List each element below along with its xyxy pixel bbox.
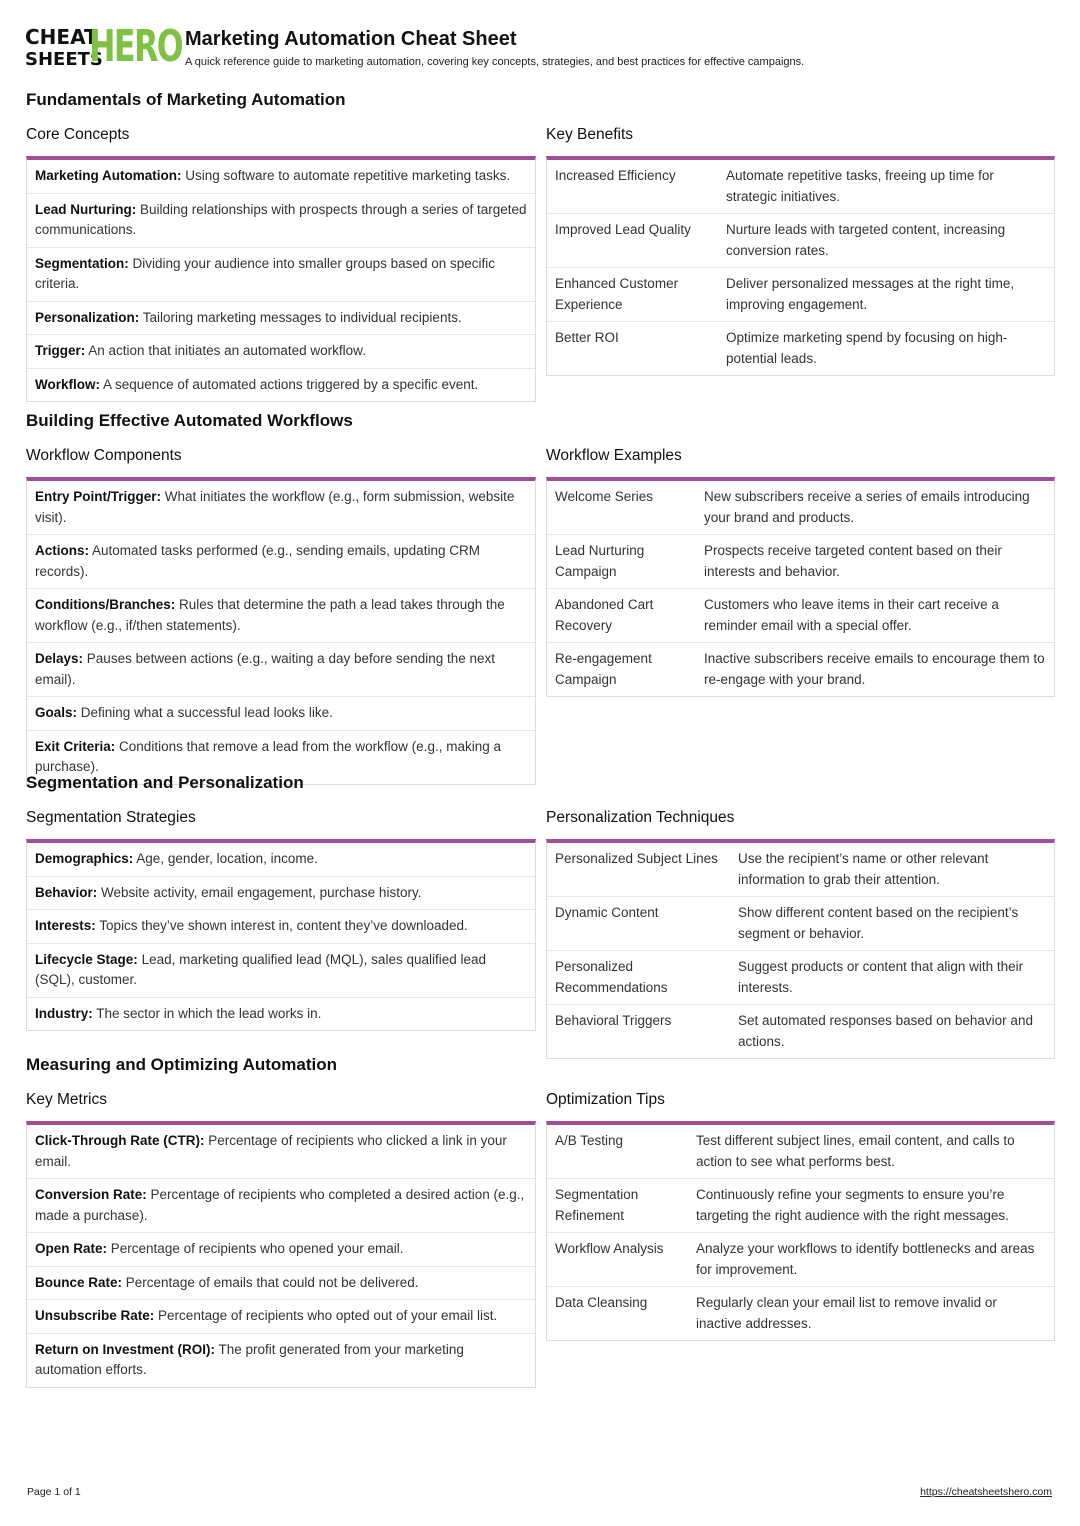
table-row: Welcome Series New subscribers receive a series of emails introducing your brand and products. (547, 481, 1054, 535)
table-row: Dynamic Content Show different content based on the recipient’s segment or behavior. (547, 897, 1054, 951)
table-row: Workflow Analysis Analyze your workflows to identify bottlenecks and areas for improvement. (547, 1233, 1054, 1287)
table-row: Re-engagement Campaign Inactive subscribers receive emails to encourage them to re-engage with your brand. (555, 651, 1045, 687)
table-row: Segmentation Refinement Continuously refine your segments to ensure you’re targeting the right audience with the right messages. (547, 1179, 1054, 1233)
workflow-examples-card (546, 477, 1055, 697)
card-title-personalization-techniques: Personalization Techniques (546, 809, 735, 826)
section-title-fundamentals: Fundamentals of Marketing Automation (26, 90, 346, 109)
list-item: Bounce Rate: Percentage of emails that could not be delivered. (27, 1267, 535, 1301)
key-metrics-card (26, 1121, 536, 1388)
logo-cheat-text: CHEAT (25, 25, 98, 49)
table-row: Enhanced Customer Experience Deliver personalized messages at the right time, improving engagement. (547, 268, 1054, 322)
list-item: Entry Point/Trigger: What initiates the workflow (e.g., form submission, website visit). (27, 481, 535, 535)
card-title-workflow-components: Workflow Components (26, 447, 182, 464)
list-item: Trigger: An action that initiates an automated workflow. (27, 335, 535, 369)
list-item: Industry: The sector in which the lead works in. (35, 1005, 322, 1021)
key-benefits-card (546, 156, 1055, 376)
list-item: Demographics: Age, gender, location, income. (27, 843, 535, 877)
table-row: Personalized Recommendations Suggest products or content that align with their interests. (547, 951, 1054, 1005)
workflow-components-card (26, 477, 536, 785)
page-subtitle: A quick reference guide to marketing automation, covering key concepts, strategies, and best practices for effective campaigns. (185, 56, 805, 68)
table-row: Data Cleansing Regularly clean your email list to remove invalid or inactive addresses. (555, 1295, 997, 1331)
footer-link[interactable]: https://cheatsheetshero.com (920, 1486, 1052, 1498)
personalization-techniques-card (546, 839, 1055, 1059)
card-title-workflow-examples: Workflow Examples (546, 447, 682, 464)
segmentation-strategies-card (26, 839, 536, 1031)
card-title-core-concepts: Core Concepts (26, 126, 130, 143)
list-item: Lifecycle Stage: Lead, marketing qualified lead (MQL), sales qualified lead (SQL), customer. (27, 944, 535, 998)
table-row: Behavioral Triggers Set automated responses based on behavior and actions. (555, 1013, 1033, 1049)
list-item: Personalization: Tailoring marketing messages to individual recipients. (27, 302, 535, 336)
header (25, 21, 1065, 76)
list-item: Interests: Topics they’ve shown interest in, content they’ve downloaded. (27, 910, 535, 944)
card-title-key-metrics: Key Metrics (26, 1091, 107, 1108)
list-item: Exit Criteria: Conditions that remove a lead from the workflow (e.g., making a purchase). (35, 738, 501, 774)
list-item: Delays: Pauses between actions (e.g., waiting a day before sending the next email). (27, 643, 535, 697)
table-row: Personalized Subject Lines Use the recipient’s name or other relevant information to grab their attention. (547, 843, 1054, 897)
section-title-segmentation: Segmentation and Personalization (26, 773, 304, 792)
page-title: Marketing Automation Cheat Sheet (185, 28, 517, 50)
core-concepts-card (26, 156, 536, 402)
card-title-key-benefits: Key Benefits (546, 126, 634, 143)
list-item: Return on Investment (ROI): The profit generated from your marketing automation efforts. (35, 1341, 464, 1377)
section-title-measuring: Measuring and Optimizing Automation (26, 1055, 338, 1074)
list-item: Workflow: A sequence of automated actions triggered by a specific event. (35, 376, 479, 392)
list-item: Conversion Rate: Percentage of recipients who completed a desired action (e.g., made a purchase). (27, 1179, 535, 1233)
cheatsheetshero-logo[interactable] (25, 21, 183, 72)
table-row: Increased Efficiency Automate repetitive tasks, freeing up time for strategic initiatives. (547, 160, 1054, 214)
list-item: Segmentation: Dividing your audience into smaller groups based on specific criteria. (27, 248, 535, 302)
list-item: Lead Nurturing: Building relationships with prospects through a series of targeted communications. (27, 194, 535, 248)
table-row: Abandoned Cart Recovery Customers who leave items in their cart receive a reminder email with a special offer. (547, 589, 1054, 643)
logo-hero-text: HERO (89, 21, 183, 72)
list-item: Unsubscribe Rate: Percentage of recipients who opted out of your email list. (27, 1300, 535, 1334)
list-item: Marketing Automation: Using software to automate repetitive marketing tasks. (27, 160, 535, 194)
section-title-workflows: Building Effective Automated Workflows (26, 411, 353, 430)
table-row: Lead Nurturing Campaign Prospects receive targeted content based on their interests and behavior. (547, 535, 1054, 589)
list-item: Goals: Defining what a successful lead looks like. (27, 697, 535, 731)
list-item: Actions: Automated tasks performed (e.g., sending emails, updating CRM records). (27, 535, 535, 589)
table-row: A/B Testing Test different subject lines, email content, and calls to action to see what performs best. (547, 1125, 1054, 1179)
list-item: Behavior: Website activity, email engagement, purchase history. (27, 877, 535, 911)
card-title-segmentation-strategies: Segmentation Strategies (26, 809, 196, 826)
logo-sheets-text: SHEETS (25, 49, 103, 70)
optimization-tips-card (546, 1121, 1055, 1341)
list-item: Open Rate: Percentage of recipients who opened your email. (27, 1233, 535, 1267)
card-title-optimization-tips: Optimization Tips (546, 1091, 665, 1108)
table-row: Improved Lead Quality Nurture leads with targeted content, increasing conversion rates. (547, 214, 1054, 268)
list-item: Conditions/Branches: Rules that determine the path a lead takes through the workflow (e.g., if/then statements). (27, 589, 535, 643)
table-row: Better ROI Optimize marketing spend by focusing on high-potential leads. (555, 330, 1008, 366)
list-item: Click-Through Rate (CTR): Percentage of recipients who clicked a link in your email. (27, 1125, 535, 1179)
page-number: Page 1 of 1 (27, 1486, 81, 1498)
